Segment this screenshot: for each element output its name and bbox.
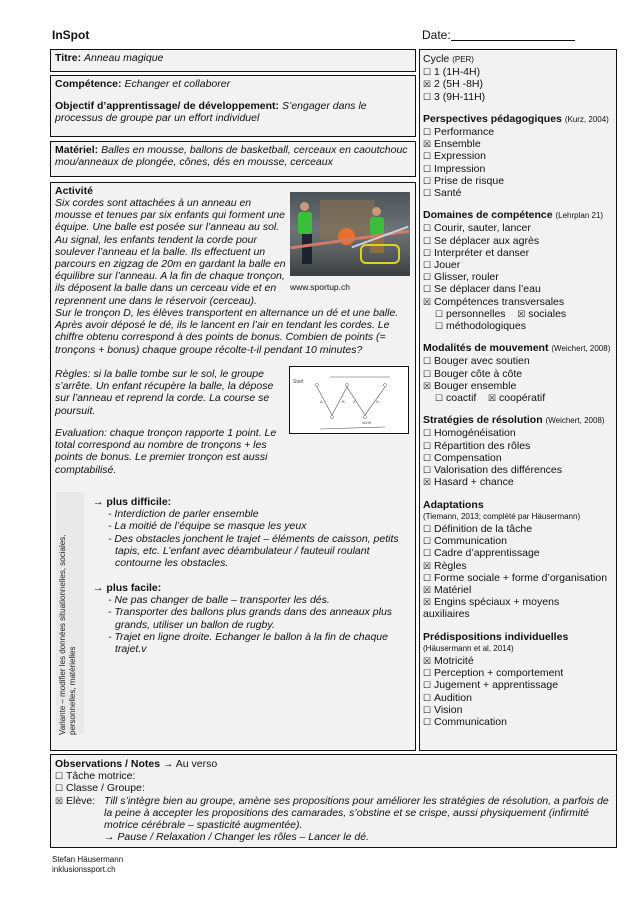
checkbox-tache-motrice[interactable]: ☐ Tâche motrice: [55, 770, 136, 783]
checkbox-label: Définition de la tâche [434, 522, 533, 535]
checkbox-item[interactable] [423, 247, 613, 259]
unchecked-box-icon: ☐ [423, 247, 432, 258]
checkbox-label: Valorisation des différences [434, 464, 563, 477]
checkbox-item[interactable] [423, 427, 613, 439]
checkbox-label: Communication [434, 715, 507, 728]
diagram-seg-d: D [376, 399, 379, 404]
easier-item: - Ne pas changer de balle – transporter les dés. [108, 594, 330, 607]
unchecked-box-icon: ☐ [423, 668, 432, 679]
harder-item: - La moitié de l’équipe se masque les yeux [108, 520, 307, 533]
adaptations-source: (Tiemann, 2013; complété par Häusermann) [423, 511, 581, 521]
diagram-seg-a: A [320, 399, 323, 404]
domaines-section [423, 209, 613, 332]
checkbox-item[interactable] [423, 235, 613, 247]
titre-value: Anneau magique [83, 52, 164, 64]
checkbox-item[interactable] [423, 464, 613, 476]
unchecked-box-icon: ☐ [423, 716, 432, 727]
checkbox-label: Matériel [434, 583, 472, 596]
checkbox-label: Performance [434, 126, 495, 139]
activity-photo [290, 192, 410, 276]
unchecked-box-icon: ☐ [423, 692, 432, 703]
cycle-title: Cycle [423, 53, 450, 65]
checked-box-icon: ☒ [423, 597, 432, 608]
checkbox-sociales[interactable]: ☒ sociales [517, 307, 567, 320]
sidebar-box [419, 49, 617, 751]
checkbox-personnelles[interactable]: ☐ personnelles [435, 307, 506, 320]
perspectives-title: Perspectives pédagogiques [423, 112, 562, 125]
checked-box-icon: ☒ [423, 139, 432, 150]
unchecked-box-icon: ☐ [423, 428, 432, 439]
unchecked-box-icon: ☐ [423, 452, 432, 463]
checked-box-icon: ☒ [423, 655, 432, 666]
checkbox-label: Se déplacer dans l’eau [434, 283, 541, 296]
strategies-source: (Weichert, 2008) [545, 416, 605, 426]
harder-item: - Des obstacles jonchent le trajet – éléments de caisson, petits tapis, etc. L’enfant avec déambulateur / fauteuil roulant contourne les obstacles. [108, 532, 399, 570]
checkbox-label: Bouger ensemble [434, 379, 517, 392]
unchecked-box-icon: ☐ [423, 572, 432, 583]
brand-title: InSpot [52, 28, 90, 42]
unchecked-box-icon: ☐ [423, 523, 432, 534]
checkbox-item[interactable] [423, 692, 613, 704]
modalites-section [423, 342, 613, 404]
eleve-action: → Pause / Relaxation / Changer les rôles – Lancer le dé. [104, 831, 369, 844]
harder-section [93, 496, 411, 569]
diagram-dice-label: würfel [362, 421, 372, 425]
checkbox-item[interactable] [423, 560, 613, 572]
checkbox-cooperatif[interactable]: ☒ coopératif [488, 392, 546, 405]
perspectives-source: (Kurz, 2004) [564, 114, 609, 124]
activite-text-1: Six cordes sont attachées à un anneau en mousse et tenues par six enfants qui forment une équipe. Une balle est posée sur l’anneau au sol. Au signal, les enfants tendent la corde pour soulever l’anneau et la balle. Ils effectuent un parcours en zigzag de 20m en gardant la balle en équilibre sur l’anneau. A la fin de chaque tronçon, ils déposent la balle dans un cerceau vide et en reprennent une dans le réservoir (cerceau). [55, 197, 286, 307]
checked-box-icon: ☒ [423, 477, 432, 488]
unchecked-box-icon: ☐ [423, 91, 432, 102]
checkbox-item[interactable] [423, 452, 613, 464]
unchecked-box-icon: ☐ [423, 704, 432, 715]
checkbox-item[interactable] [423, 572, 613, 584]
diagram-seg-b: B [342, 399, 345, 404]
variante-label: Variante – modifier les données situationnelles, sociales, personnelles, matérielles [58, 534, 77, 735]
modalites-source: (Weichert, 2008) [551, 344, 611, 354]
titre-box [50, 49, 416, 72]
competence-box [50, 75, 416, 137]
checkbox-label: Se déplacer aux agrès [434, 234, 540, 247]
checkbox-label: Vision [434, 703, 463, 716]
checkbox-item[interactable] [423, 523, 613, 535]
unchecked-box-icon: ☐ [423, 356, 432, 367]
diagram-seg-c: C [353, 399, 356, 404]
course-diagram [289, 366, 409, 434]
checkbox-item[interactable] [423, 679, 613, 691]
competence-label: Compétence: [55, 78, 122, 90]
checkbox-label: Compensation [434, 451, 502, 464]
unchecked-box-icon: ☐ [423, 163, 432, 174]
domaines-source: (Lehrplan 21) [555, 211, 604, 221]
checkbox-label: Jugement + apprentissage [434, 679, 559, 692]
materiel-value: Balles en mousse, ballons de basketball, cerceaux en caoutchouc mou/anneaux de plongée, cônes, dés en mousse, cerceaux [55, 144, 408, 169]
checkbox-label: Ensemble [434, 138, 481, 151]
titre-label: Titre: [55, 52, 82, 64]
competence-value: Echanger et collaborer [124, 78, 231, 90]
activite-label: Activité [55, 185, 93, 197]
unchecked-box-icon: ☐ [423, 175, 432, 186]
checkbox-label: Glisser, rouler [434, 271, 499, 284]
easier-item: - Transporter des ballons plus grands dans des anneaux plus grands, utiliser un ballon de rugby. [108, 606, 393, 631]
checked-box-icon: ☒ [488, 393, 497, 404]
objectif-label: Objectif d’apprentissage/ de développement: [55, 100, 280, 113]
checkbox-item[interactable] [423, 368, 613, 380]
eleve-text: Till s’intègre bien au groupe, amène ses propositions pour améliorer les stratégies de résolution, a parfois de la peine à accepter les propositions des camarades, s’obstine et se crispe, aussi physiquement (infirmité motrice cérébrale – spasticité augmentée). [104, 794, 609, 832]
checkbox-label: Impression [434, 162, 486, 175]
checkbox-label: Forme sociale + forme d’organisation [434, 571, 608, 584]
checkbox-eleve[interactable]: ☒ Elève: [55, 794, 96, 807]
checkbox-label: Courir, sauter, lancer [434, 222, 531, 235]
footer-author: Stefan Häusermann [52, 855, 124, 864]
checked-box-icon: ☒ [55, 795, 64, 806]
checkbox-item[interactable] [423, 271, 613, 283]
unchecked-box-icon: ☐ [435, 308, 444, 319]
unchecked-box-icon: ☐ [423, 465, 432, 476]
checkbox-label: Expression [434, 150, 486, 163]
checkbox-classe-groupe[interactable]: ☐ Classe / Groupe: [55, 782, 145, 795]
date-field[interactable] [422, 29, 575, 41]
unchecked-box-icon: ☐ [423, 235, 432, 246]
checkbox-label: Perception + comportement [434, 667, 564, 680]
checked-box-icon: ☒ [423, 380, 432, 391]
unchecked-box-icon: ☐ [423, 272, 432, 283]
domaines-title: Domaines de compétence [423, 209, 553, 222]
predispositions-title: Prédispositions individuelles [423, 630, 569, 643]
objectif-value: S’engager dans le processus de groupe par un effort individuel [55, 100, 367, 125]
easier-section [93, 582, 411, 655]
checkbox-item[interactable] [423, 66, 613, 78]
checkbox-label: 1 (1H-4H) [434, 66, 481, 79]
checkbox-methodologiques[interactable]: ☐ méthodologiques [435, 320, 526, 333]
checkbox-item[interactable] [423, 596, 613, 608]
checkbox-item[interactable] [423, 380, 613, 392]
checkbox-item[interactable] [423, 138, 613, 150]
checkbox-label: Répartition des rôles [434, 439, 531, 452]
checkbox-item[interactable] [423, 655, 613, 667]
unchecked-box-icon: ☐ [423, 223, 432, 234]
unchecked-box-icon: ☐ [423, 67, 432, 78]
checked-box-icon: ☒ [423, 584, 432, 595]
easier-title: → plus facile: [93, 582, 162, 594]
unchecked-box-icon: ☐ [55, 771, 64, 782]
checked-box-icon: ☒ [517, 308, 526, 319]
checkbox-item[interactable] [423, 259, 613, 271]
footer-site: inklusionssport.ch [52, 865, 116, 874]
regles-text: Règles: si la balle tombe sur le sol, le groupe s’arrête. Un enfant récupère la balle, la dépose sur l’anneau et reprend la corde. La course se poursuit. [55, 368, 274, 417]
notes-box [50, 754, 617, 848]
unchecked-box-icon: ☐ [423, 260, 432, 271]
unchecked-box-icon: ☐ [55, 783, 64, 794]
checkbox-label: Audition [434, 691, 472, 704]
footer [52, 855, 123, 875]
checkbox-label: Motricité [434, 654, 474, 667]
zigzag-diagram-icon [290, 367, 408, 433]
checkbox-item[interactable] [423, 150, 613, 162]
checkbox-item[interactable] [423, 91, 613, 103]
notes-link[interactable]: → Au verso [162, 758, 218, 770]
predispositions-source: (Häusermann et al, 2014) [423, 643, 514, 653]
cycle-section [423, 53, 613, 103]
checkbox-label: Interpréter et danser [434, 246, 530, 259]
checkbox-label: Compétences transversales [434, 295, 565, 308]
perspectives-section [423, 113, 613, 199]
checkbox-item[interactable] [423, 547, 613, 559]
checked-box-icon: ☒ [423, 79, 432, 90]
materiel-box [50, 141, 416, 177]
strategies-section [423, 414, 613, 488]
unchecked-box-icon: ☐ [423, 536, 432, 547]
checkbox-item[interactable] [423, 296, 613, 308]
checkbox-label: Engins spéciaux + moyens [434, 596, 560, 609]
checkbox-item[interactable] [423, 476, 613, 488]
checkbox-label: Prise de risque [434, 174, 505, 187]
checkbox-item[interactable] [423, 535, 613, 547]
unchecked-box-icon: ☐ [423, 127, 432, 138]
evaluation-text: Evaluation: chaque tronçon rapporte 1 point. Le total correspond au nombre de tronçons + les points de bonus. Le premier tronçon est aussi comptabilisé. [55, 427, 277, 476]
materiel-label: Matériel: [55, 144, 99, 156]
date-label: Date: [422, 28, 451, 42]
checkbox-label: Jouer [434, 259, 461, 272]
unchecked-box-icon: ☐ [435, 393, 444, 404]
checkbox-label: Bouger côte à côte [434, 367, 523, 380]
checkbox-item[interactable] [423, 716, 613, 728]
checkbox-item[interactable] [423, 440, 613, 452]
checkbox-label: 2 (5H -8H) [434, 78, 484, 91]
checkbox-label: Communication [434, 535, 507, 548]
checkbox-label: 3 (9H-11H) [434, 90, 486, 103]
checkbox-label: Cadre d’apprentissage [434, 547, 540, 560]
checkbox-label: Santé [434, 187, 462, 200]
adaptations-title: Adaptations [423, 498, 484, 511]
checkbox-item[interactable] [423, 704, 613, 716]
checkbox-coactif[interactable]: ☐ coactif [435, 392, 477, 405]
checkbox-label: Règles [434, 559, 467, 572]
adaptations-section [423, 499, 613, 621]
activite-text-2: Sur le tronçon D, les élèves transportent en alternance un dé et une balle. Après avoir déposé le dé, ils le lancent en l’air en tendant les cordes. Le chiffre obtenu correspond à des points de bonus. Combien de points (= tronçons + bonus) chaque groupe récolte-t-il pendant 10 minutes? [55, 307, 399, 356]
checkbox-item[interactable] [423, 283, 613, 295]
unchecked-box-icon: ☐ [423, 188, 432, 199]
checkbox-item[interactable] [423, 355, 613, 367]
unchecked-box-icon: ☐ [423, 440, 432, 451]
unchecked-box-icon: ☐ [435, 321, 444, 332]
checked-box-icon: ☒ [423, 296, 432, 307]
cycle-source: (PER) [452, 55, 474, 64]
checked-box-icon: ☒ [423, 560, 432, 571]
checkbox-item[interactable] [423, 175, 613, 187]
easier-item: - Trajet en ligne droite. Echanger le ballon à la fin de chaque trajet.v [108, 630, 388, 656]
unchecked-box-icon: ☐ [423, 548, 432, 559]
photo-caption: www.sportup.ch [290, 282, 350, 292]
unchecked-box-icon: ☐ [423, 151, 432, 162]
adaptations-wrap: auxiliaires [423, 608, 470, 621]
strategies-title: Stratégies de résolution [423, 414, 543, 427]
checkbox-item[interactable] [423, 667, 613, 679]
unchecked-box-icon: ☐ [423, 284, 432, 295]
harder-title: → plus difficile: [93, 496, 172, 508]
checkbox-label: Bouger avec soutien [434, 355, 530, 368]
checkbox-item[interactable] [423, 126, 613, 138]
checkbox-label: Hasard + chance [434, 476, 514, 489]
checkbox-label: Homogénéisation [434, 427, 516, 440]
unchecked-box-icon: ☐ [423, 368, 432, 379]
predispositions-section [423, 631, 613, 729]
modalites-title: Modalités de mouvement [423, 342, 549, 355]
notes-title: Observations / Notes [55, 758, 161, 770]
checkbox-item[interactable] [423, 78, 613, 90]
checkbox-item[interactable] [423, 163, 613, 175]
checkbox-item[interactable] [423, 222, 613, 234]
diagram-start-label: Start [293, 379, 304, 385]
checkbox-item[interactable] [423, 187, 613, 199]
harder-item: - Interdiction de parler ensemble [108, 508, 259, 521]
checkbox-item[interactable] [423, 584, 613, 596]
unchecked-box-icon: ☐ [423, 680, 432, 691]
